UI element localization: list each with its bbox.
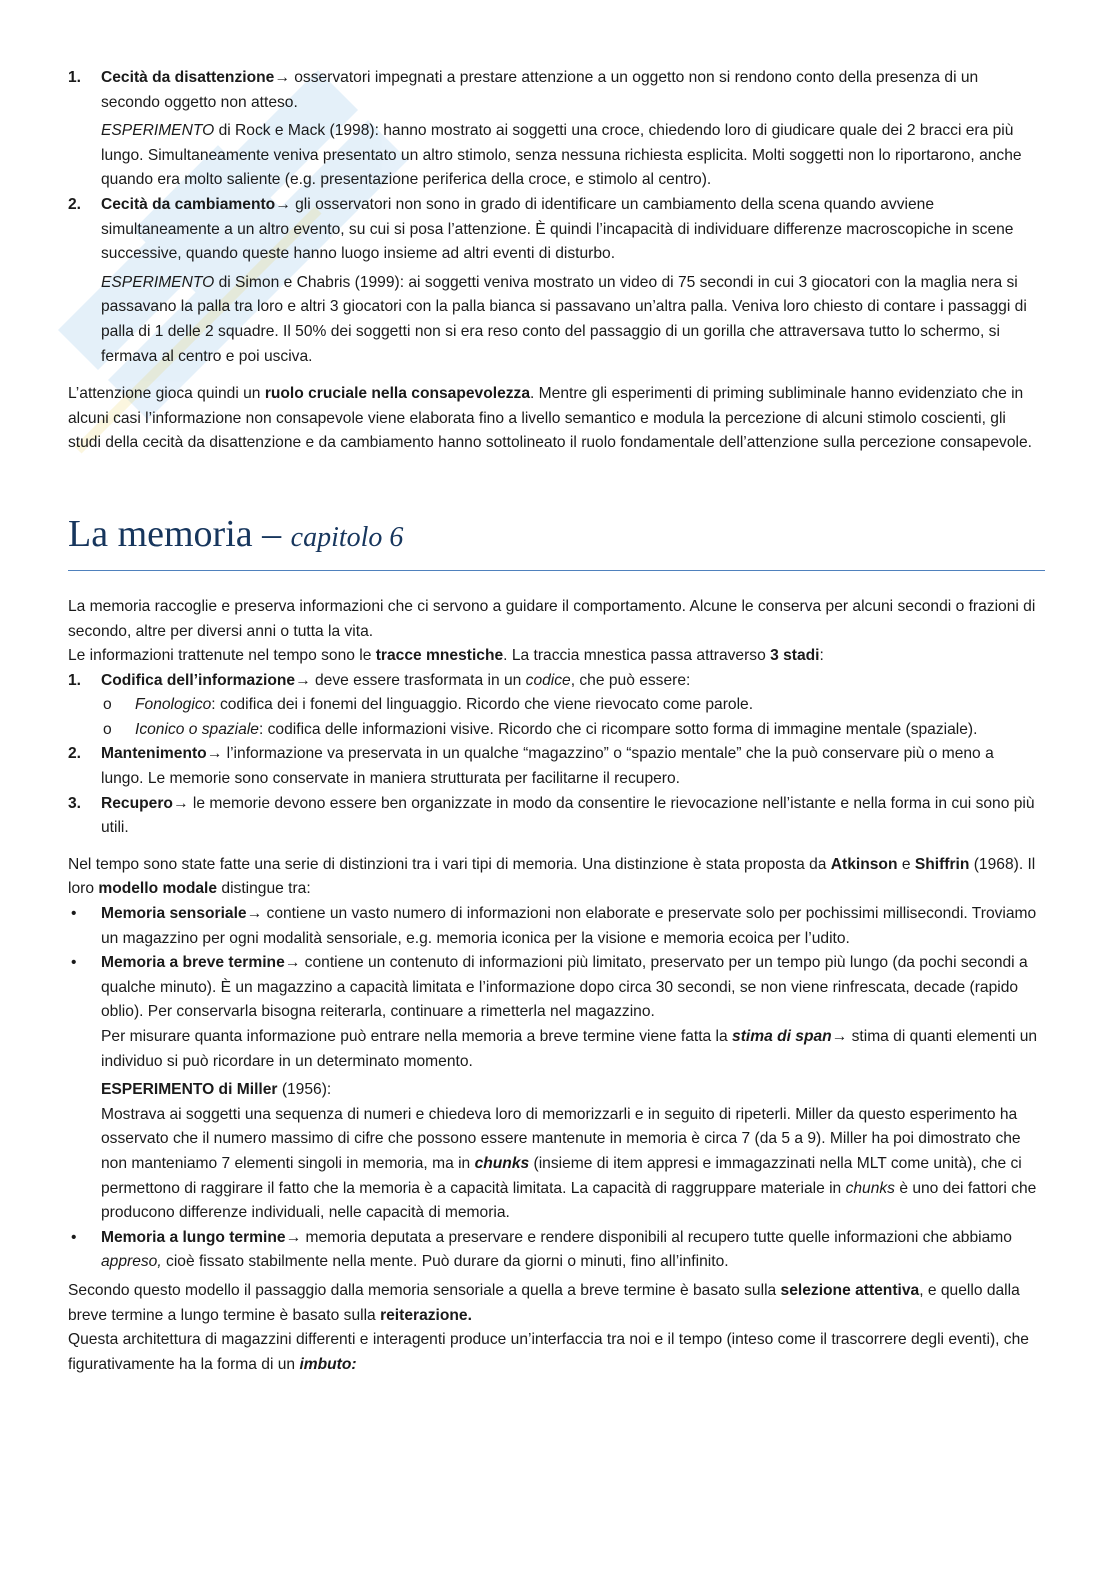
experiment-miller-title: ESPERIMENTO di Miller (1956):	[101, 1081, 332, 1099]
bullet-icon: •	[71, 954, 77, 972]
list-number: 1.	[68, 69, 82, 86]
arrow-icon: →	[284, 954, 301, 972]
chapter-heading: La memoria – capitolo 6	[68, 512, 1045, 571]
sublist-item-fonologico: o Fonologico: codifica dei i fonemi del linguaggio. Ricordo che viene rievocato come parole.	[68, 693, 1040, 718]
bullet-item-memoria-sensoriale: • Memoria sensoriale→ contiene un vasto numero di informazioni non elaborate e preservate solo per pochissimi millisecondi. Troviamo un magazzino per ogni modalità sensoriale, e.g. memoria iconica per la visione e memoria ecoica per l’udito.	[68, 902, 1040, 951]
paragraph-passaggio: Secondo questo modello il passaggio dalla memoria sensoriale a quella a breve termine è basato sulla selezione attentiva, e quello dalla breve termine a lungo termine è basato sulla reiterazione.	[68, 1281, 1020, 1324]
list-item-codifica	[68, 669, 1040, 694]
arrow-icon: →	[285, 1228, 302, 1246]
bullet-icon: •	[71, 1228, 77, 1246]
list-item-text: Codifica dell’informazione→ deve essere trasformata in un codice, che può essere:	[101, 671, 691, 689]
page-content	[68, 66, 1040, 1377]
arrow-icon: →	[206, 745, 223, 763]
paragraph-tracce-mnestiche: Le informazioni trattenute nel tempo sono le tracce mnestiche. La traccia mnestica passa attraverso 3 stadi:	[68, 647, 824, 665]
list-number: 3.	[68, 794, 82, 812]
experiment-label: ESPERIMENTO	[101, 273, 215, 291]
paragraph-intro-memoria: La memoria raccoglie e preserva informazioni che ci servono a guidare il comportamento. Alcune le conserva per alcuni secondi o frazioni di secondo, altre per diversi anni o tutta la vita.	[68, 597, 1036, 640]
experiment-simon-chabris: ESPERIMENTO di Simon e Chabris (1999): ai soggetti veniva mostrato un video di 75 secondi in cui 3 giocatori con la maglia nera si passavano la palla tra loro e altri 3 giocatori con la palla bianca si passavano un’altra palla. Veniva loro chiesto di contare i passaggi di palla di 1 delle 2 squadre. Il 50% dei soggetti non si era reso conto del passaggio di un gorilla che attraversava tutto lo schermo, si fermava al centro e poi usciva.	[101, 273, 1027, 365]
paragraph-imbuto: Questa architettura di magazzini differenti e interagenti produce un’interfaccia tra noi e il tempo (inteso come il trascorrere degli eventi), che figurativamente ha la forma di un imbuto:	[68, 1331, 1029, 1373]
arrow-icon: →	[295, 671, 311, 689]
list-item-cecita-cambiamento	[68, 193, 1040, 267]
paragraph-attenzione: L’attenzione gioca quindi un ruolo cruciale nella consapevolezza. Mentre gli esperimenti di priming subliminale hanno evidenziato che in alcuni casi l’informazione non consapevole viene elaborata fino a livello semantico e modula la percezione di alcuni stimolo coscienti, gli studi della cecità da disattenzione e da cambiamento hanno sottolineato il ruolo fondamentale dell’attenzione sulla percezione consapevole.	[68, 385, 1032, 452]
list-number: 2.	[68, 745, 82, 763]
list-item-mantenimento	[68, 742, 1040, 791]
list-number: 2.	[68, 195, 82, 213]
bullet-item-memoria-breve-termine: • Memoria a breve termine→ contiene un contenuto di informazioni più limitato, preservato per un tempo più lungo (da pochi secondi a qualche minuto). È un magazzino a capacità limitata e l’informazione dopo circa 30 secondi, se non viene rinfrescata, decade (rapido oblio). Per conservarla bisogna reiterarla, continuare a rimetterla nel magazzino. Per misurare quanta informazione può entrare nella memoria a breve termine viene fatta la stima di span→ stima di quanti elementi un individuo si può ricordare in un determinato momento. ESPERIMENTO di Miller (1956): Mostrava ai soggetti una sequenza di numeri e chiedeva loro di memorizzarli e in seguito di ripeterli. Miller da questo esperimento ha osservato che il numero massimo di cifre che possono essere mantenute in memoria è circa 7 (da 5 a 9). Miller ha poi dimostrato che non manteniamo 7 elementi singoli in memoria, ma in chunks (insieme di item appresi e immagazzinati nella MLT come unità), che ci permettono di raggirare il fatto che la memoria è a capacità limitata. La capacità di raggruppare materiale in chunks è uno dei fattori che producono differenze individuali, nelle capacità di memoria.	[68, 951, 1040, 1226]
list-item-cecita-disattenzione	[68, 66, 1040, 115]
arrow-icon: →	[831, 1028, 848, 1045]
arrow-icon: →	[275, 195, 291, 213]
term: Cecità da cambiamento	[101, 195, 276, 213]
arrow-icon: →	[172, 794, 189, 812]
circle-bullet-icon: o	[103, 720, 112, 738]
experiment-label: ESPERIMENTO	[101, 122, 215, 140]
list-item-text: Cecità da disattenzione→ osservatori impegnati a prestare attenzione a un oggetto non si rendono conto della presenza di un secondo oggetto non atteso.	[101, 69, 979, 111]
sublist-item-iconico: o Iconico o spaziale: codifica delle informazioni visive. Ricordo che ci ricompare sotto forma di immagine mentale (spaziale).	[68, 718, 1040, 743]
list-item-text: Cecità da cambiamento→ gli osservatori non sono in grado di identificare un cambiamento della scena quando avviene simultaneamente a un altro evento, su cui si posa l’attenzione. È quindi l’incapacità di individuare differenze macroscopiche in scene successive, quando queste hanno luogo insieme ad altri eventi di disturbo.	[101, 195, 1014, 263]
bullet-icon: •	[71, 905, 77, 923]
list-item-recupero	[68, 792, 1040, 841]
list-item-text: Mantenimento→ l’informazione va preservata in un qualche “magazzino” o “spazio mentale” che la può conservare più o meno a lungo. Le memorie sono conservate in maniera strutturata per facilitarne il recupero.	[101, 745, 994, 788]
paragraph-modello-modale: Nel tempo sono state fatte una serie di distinzioni tra i vari tipi di memoria. Una distinzione è stata proposta da Atkinson e Shiffrin (1968). Il loro modello modale distingue tra:	[68, 855, 1036, 898]
experiment-rock-mack: ESPERIMENTO di Rock e Mack (1998): hanno mostrato ai soggetti una croce, chiedendo loro di giudicare quale dei 2 bracci era più lungo. Simultaneamente veniva presentato un altro stimolo, senza nessuna richiesta esplicita. Molti soggetti non lo riportarono, anche quando era molto saliente (e.g. presentazione periferica della croce, e stimolo al centro).	[101, 122, 1022, 189]
list-number: 1.	[68, 671, 82, 689]
arrow-icon: →	[246, 905, 263, 923]
bullet-item-memoria-lungo-termine: • Memoria a lungo termine→ memoria deputata a preservare e rendere disponibili al recupero tutte quelle informazioni che abbiamo appreso, cioè fissato stabilmente nella mente. Può durare da giorni o minuti, fino all’infinito.	[68, 1226, 1040, 1275]
list-item-text: Recupero→ le memorie devono essere ben organizzate in modo da consentire le rievocazione nell’istante e nella forma in cui sono più utili.	[101, 794, 1035, 837]
span-paragraph: Per misurare quanta informazione può entrare nella memoria a breve termine viene fatta la stima di span→ stima di quanti elementi un individuo si può ricordare in un determinato momento.	[101, 1028, 1038, 1070]
circle-bullet-icon: o	[103, 696, 112, 714]
arrow-icon: →	[274, 69, 290, 86]
term: Cecità da disattenzione	[101, 69, 275, 86]
experiment-miller-text: Mostrava ai soggetti una sequenza di numeri e chiedeva loro di memorizzarli e in seguito di ripeterli. Miller da questo esperimento ha osservato che il numero massimo di cifre che possono essere mantenute in memoria è circa 7 (da 5 a 9). Miller ha poi dimostrato che non manteniamo 7 elementi singoli in memoria, ma in chunks (insieme di item appresi e immagazzinati nella MLT come unità), che ci permettono di raggirare il fatto che la memoria è a capacità limitata. La capacità di raggruppare materiale in chunks è uno dei fattori che producono differenze individuali, nelle capacità di memoria.	[101, 1105, 1037, 1222]
